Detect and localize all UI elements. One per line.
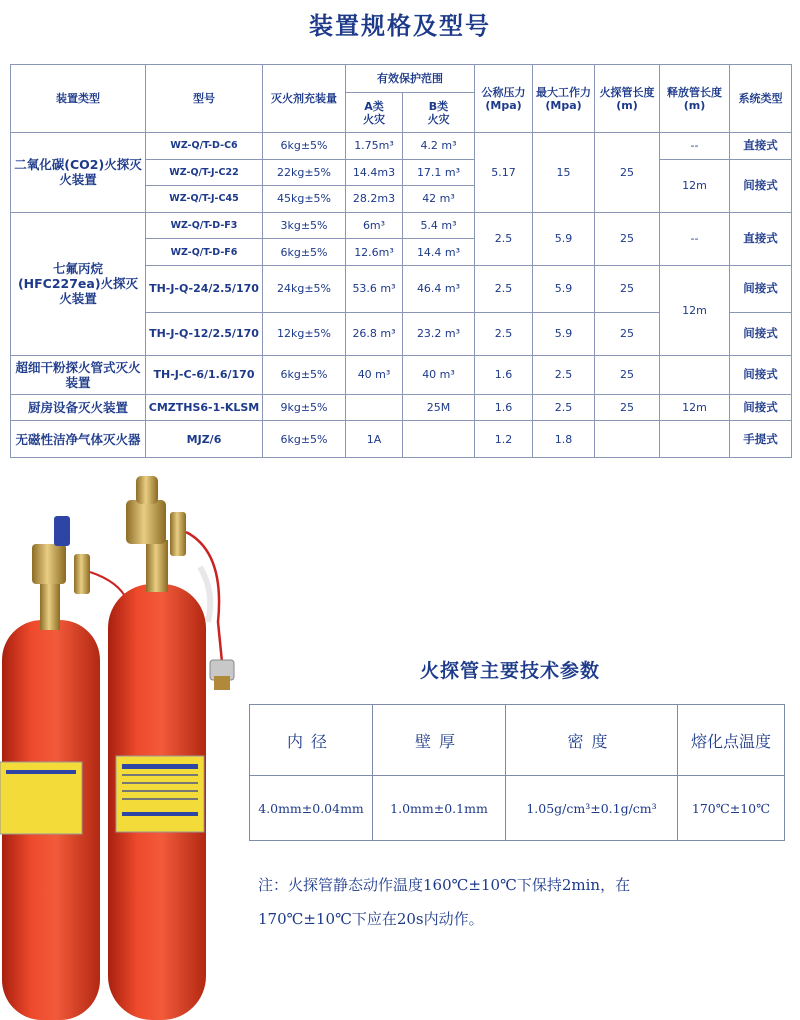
tech-value-wall-thickness: 1.0mm±0.1mm [373, 776, 506, 841]
tech-value-melting-point: 170℃±10℃ [678, 776, 785, 841]
row-release: 12m [660, 159, 730, 212]
row-max: 2.5 [533, 355, 595, 394]
row-probe: 25 [595, 265, 660, 312]
row-system: 间接式 [730, 394, 792, 421]
header-max-pressure: 最大工作力(Mpa) [533, 65, 595, 133]
note-line-2: 170℃±10℃下应在20s内动作。 [258, 910, 484, 928]
row-system: 间接式 [730, 312, 792, 355]
header-system-type: 系统类型 [730, 65, 792, 133]
header-fire-a: A类 火灾 [346, 93, 403, 133]
row-probe: 25 [595, 355, 660, 394]
tech-table [249, 704, 785, 841]
row-fire-b: 46.4 m³ [403, 265, 475, 312]
tech-value-density: 1.05g/cm³±0.1g/cm³ [506, 776, 678, 841]
product-photo [0, 472, 250, 1020]
row-system: 间接式 [730, 159, 792, 212]
row-charge: 6kg±5% [263, 421, 346, 458]
row-probe: 25 [595, 394, 660, 421]
row-fire-b: 4.2 m³ [403, 133, 475, 160]
header-fire-b: B类 火灾 [403, 93, 475, 133]
row-max: 5.9 [533, 312, 595, 355]
row-system: 间接式 [730, 355, 792, 394]
row-fire-a: 6m³ [346, 212, 403, 239]
spec-table [10, 64, 792, 458]
row-nominal: 1.6 [475, 394, 533, 421]
row-charge: 6kg±5% [263, 355, 346, 394]
row-release: -- [660, 133, 730, 160]
row-charge: 12kg±5% [263, 312, 346, 355]
group-powder: 超细干粉探火管式灭火装置 [11, 355, 146, 394]
row-probe: 25 [595, 212, 660, 265]
row-max: 15 [533, 133, 595, 213]
row-fire-b: 25M [403, 394, 475, 421]
row-fire-b: 5.4 m³ [403, 212, 475, 239]
row-model: WZ-Q/T-J-C22 [146, 159, 263, 186]
row-nominal: 5.17 [475, 133, 533, 213]
header-nominal-pressure: 公称压力(Mpa) [475, 65, 533, 133]
row-model: MJZ/6 [146, 421, 263, 458]
row-charge: 45kg±5% [263, 186, 346, 213]
row-release [660, 421, 730, 458]
header-charge: 灭火剂充装量 [263, 65, 346, 133]
row-release [660, 355, 730, 394]
row-fire-a: 26.8 m³ [346, 312, 403, 355]
note-line-1: 注：火探管静态动作温度160℃±10℃下保持2min，在 [258, 876, 631, 894]
group-co2: 二氧化碳(CO2)火探灭火装置 [11, 133, 146, 213]
row-charge: 3kg±5% [263, 212, 346, 239]
row-model: TH-J-C-6/1.6/170 [146, 355, 263, 394]
row-fire-a: 28.2m3 [346, 186, 403, 213]
row-fire-b: 40 m³ [403, 355, 475, 394]
tech-title: 火探管主要技术参数 [419, 660, 600, 682]
row-system: 直接式 [730, 133, 792, 160]
group-kitchen: 厨房设备灭火装置 [11, 394, 146, 421]
row-fire-b: 17.1 m³ [403, 159, 475, 186]
row-nominal: 2.5 [475, 212, 533, 265]
row-nominal: 1.6 [475, 355, 533, 394]
row-max: 5.9 [533, 212, 595, 265]
group-clean: 无磁性洁净气体灭火器 [11, 421, 146, 458]
row-system: 间接式 [730, 265, 792, 312]
row-max: 2.5 [533, 394, 595, 421]
row-fire-b: 42 m³ [403, 186, 475, 213]
row-nominal: 1.2 [475, 421, 533, 458]
cylinder-front [108, 476, 234, 1020]
row-model: WZ-Q/T-D-F3 [146, 212, 263, 239]
row-fire-a: 1.75m³ [346, 133, 403, 160]
row-charge: 24kg±5% [263, 265, 346, 312]
row-model: CMZTHS6-1-KLSM [146, 394, 263, 421]
row-fire-a [346, 394, 403, 421]
row-fire-a: 40 m³ [346, 355, 403, 394]
note [258, 868, 778, 936]
row-probe: 25 [595, 133, 660, 213]
row-charge: 6kg±5% [263, 133, 346, 160]
row-system: 直接式 [730, 212, 792, 265]
row-fire-b: 23.2 m³ [403, 312, 475, 355]
row-max: 5.9 [533, 265, 595, 312]
group-hfc: 七氟丙烷(HFC227ea)火探灭火装置 [11, 212, 146, 355]
tech-header-inner-diameter: 内径 [250, 705, 373, 776]
row-system: 手提式 [730, 421, 792, 458]
row-release: -- [660, 212, 730, 265]
row-charge: 9kg±5% [263, 394, 346, 421]
row-model: WZ-Q/T-D-C6 [146, 133, 263, 160]
row-release: 12m [660, 265, 730, 355]
tech-header-wall-thickness: 壁厚 [373, 705, 506, 776]
row-probe [595, 421, 660, 458]
row-charge: 6kg±5% [263, 239, 346, 266]
row-nominal: 2.5 [475, 265, 533, 312]
tech-header-melting-point: 熔化点温度 [678, 705, 785, 776]
header-protection-range: 有效保护范围 [346, 65, 475, 93]
row-fire-a: 1A [346, 421, 403, 458]
header-type: 装置类型 [11, 65, 146, 133]
row-fire-a: 12.6m³ [346, 239, 403, 266]
tech-value-inner-diameter: 4.0mm±0.04mm [250, 776, 373, 841]
row-model: TH-J-Q-24/2.5/170 [146, 265, 263, 312]
row-fire-a: 53.6 m³ [346, 265, 403, 312]
header-release-length: 释放管长度(m) [660, 65, 730, 133]
row-probe: 25 [595, 312, 660, 355]
row-max: 1.8 [533, 421, 595, 458]
row-fire-b: 14.4 m³ [403, 239, 475, 266]
row-nominal: 2.5 [475, 312, 533, 355]
page-title: 装置规格及型号 [309, 12, 491, 40]
row-charge: 22kg±5% [263, 159, 346, 186]
row-fire-b [403, 421, 475, 458]
row-model: WZ-Q/T-J-C45 [146, 186, 263, 213]
header-probe-length: 火探管长度(m) [595, 65, 660, 133]
row-model: TH-J-Q-12/2.5/170 [146, 312, 263, 355]
row-release: 12m [660, 394, 730, 421]
row-model: WZ-Q/T-D-F6 [146, 239, 263, 266]
tech-header-density: 密度 [506, 705, 678, 776]
row-fire-a: 14.4m3 [346, 159, 403, 186]
header-model: 型号 [146, 65, 263, 133]
